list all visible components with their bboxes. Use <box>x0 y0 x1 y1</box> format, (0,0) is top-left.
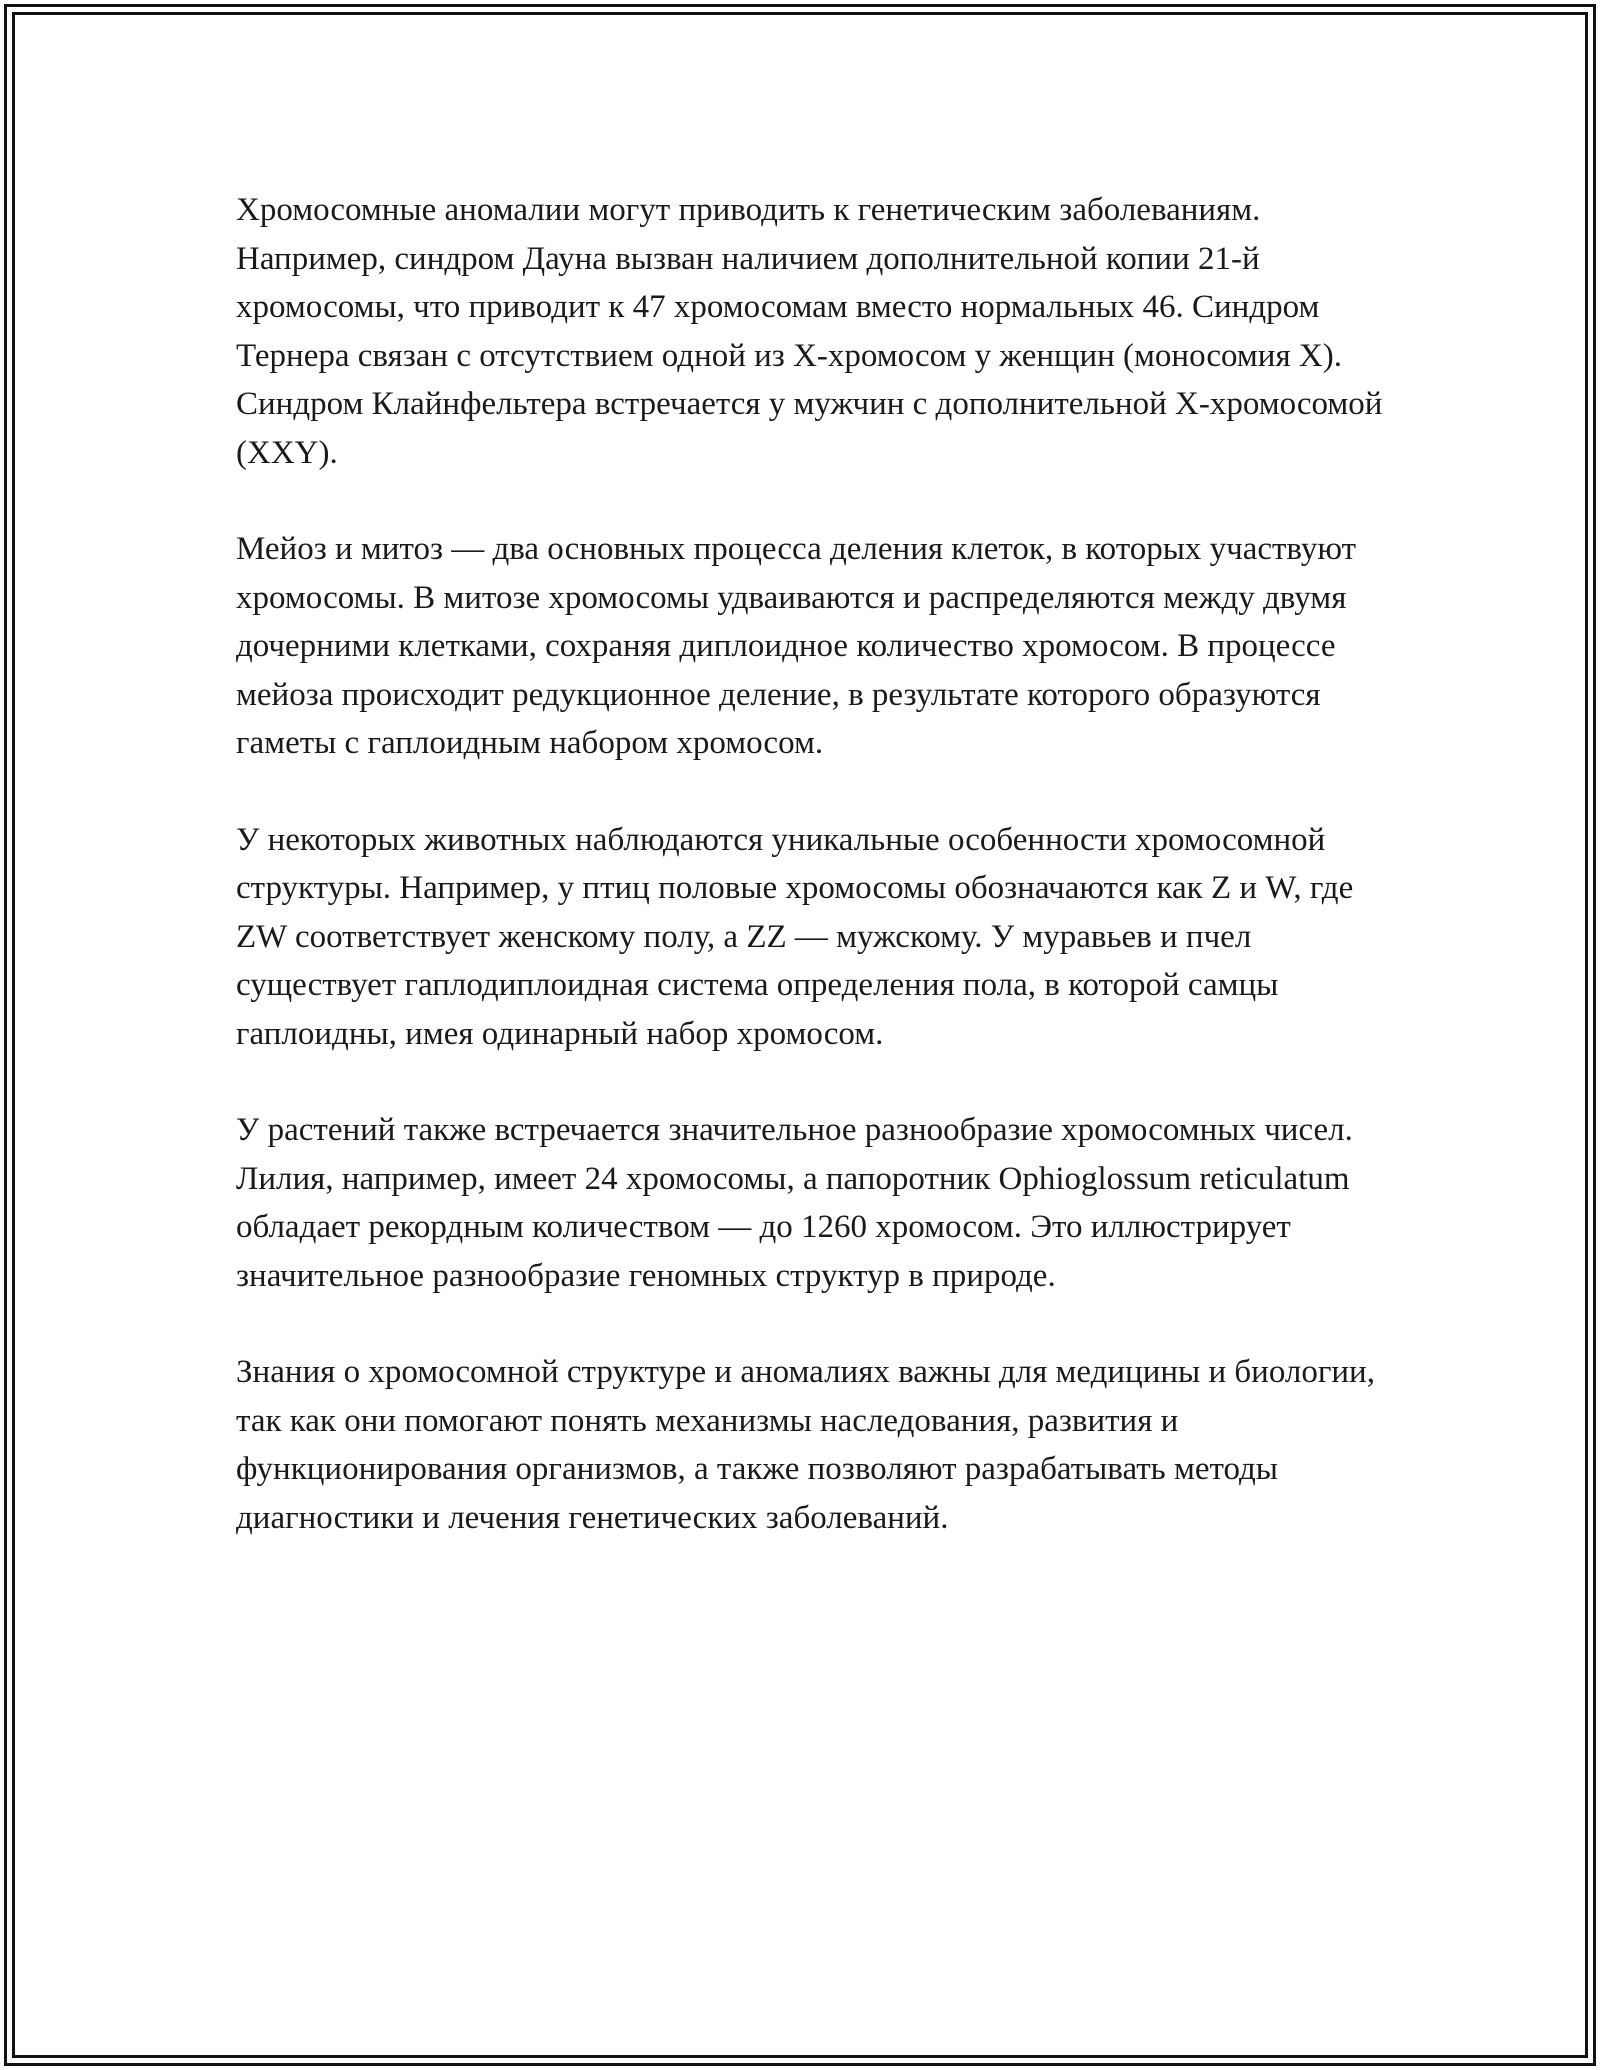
paragraph-plant-chromosomes: У растений также встречается значительное разнообразие хромосомных чисел. Лилия, например, имеет 24 хромосомы, а папоротник Ophioglossum reticulatum обладает рекордным количеством — до 1260 хромосом. Это иллюстрирует значительное разнообразие геномных структур в природе. <box>236 1112 1353 1294</box>
paragraph-conclusion: Знания о хромосомной структуре и аномалиях важны для медицины и биологии, так как они помогают понять механизмы наследования, развития и функционирования организмов, а также позволяют разрабатывать методы диагностики и лечения генетических заболеваний. <box>236 1354 1375 1536</box>
document-body <box>236 186 1386 1542</box>
paragraph-animal-chromosomes: У некоторых животных наблюдаются уникальные особенности хромосомной структуры. Например, у птиц половые хромосомы обозначаются как Z и W, где ZW соответствует женскому полу, а ZZ — мужскому. У муравьев и пчел существует гаплодиплоидная система определения пола, в которой самцы гаплоидны, имея одинарный набор хромосом. <box>236 821 1354 1052</box>
paragraph-chromosomal-anomalies: Хромосомные аномалии могут приводить к генетическим заболеваниям. Например, синдром Дауна вызван наличием дополнительной копии 21-й хромосомы, что приводит к 47 хромосомам вместо нормальных 46. Синдром Тернера связан с отсутствием одной из X-хромосом у женщин (моносомия X). Синдром Клайнфельтера встречается у мужчин с дополнительной X-хромосомой (XXY). <box>236 192 1383 471</box>
paragraph-meiosis-mitosis: Мейоз и митоз — два основных процесса деления клеток, в которых участвуют хромосомы. В митозе хромосомы удваиваются и распределяются между двумя дочерними клетками, сохраняя диплоидное количество хромосом. В процессе мейоза происходит редукционное деление, в результате которого образуются гаметы с гаплоидным набором хромосом. <box>236 531 1357 761</box>
